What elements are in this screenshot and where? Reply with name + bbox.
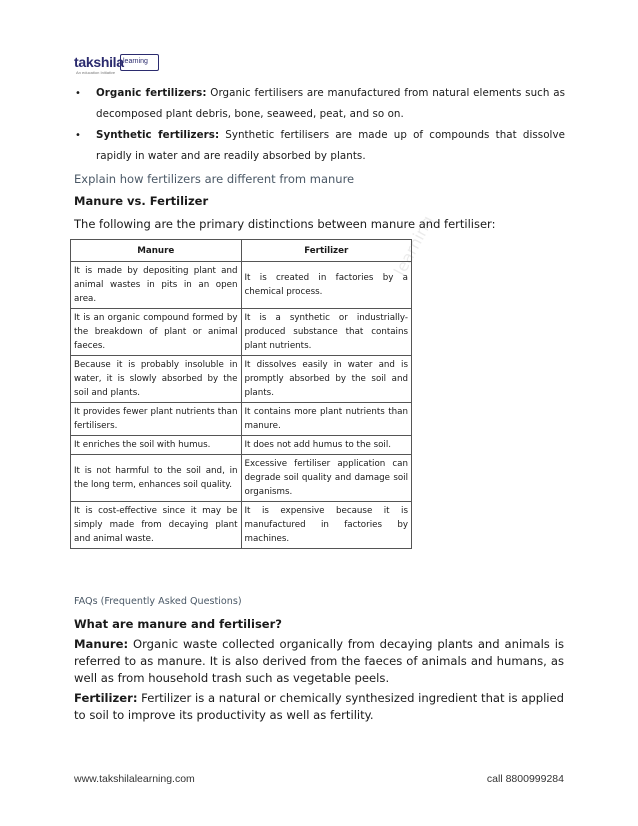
footer-website: www.takshilalearning.com (74, 773, 195, 785)
fertilizer-cell: It dissolves easily in water and is promptly absorbed by the soil and plants. (241, 356, 412, 403)
manure-answer (74, 636, 564, 687)
manure-cell: It enriches the soil with humus. (71, 436, 242, 455)
faq-question: What are manure and fertiliser? (74, 617, 282, 631)
watermark: learning (390, 212, 438, 279)
fertilizer-cell: It is created in factories by a chemical process. (241, 262, 412, 309)
comparison-table (70, 239, 412, 549)
header-fertilizer: Fertilizer (241, 240, 412, 262)
bullet-text: Synthetic fertilisers are made up of compounds that dissolve rapidly in water and are readily absorbed by plants. (96, 129, 565, 162)
logo-tagline: An education Initiative (76, 70, 116, 75)
manure-cell: It provides fewer plant nutrients than fertilisers. (71, 403, 242, 436)
manure-cell: Because it is probably insoluble in water, it is slowly absorbed by the soil and plants. (71, 356, 242, 403)
fertilizer-cell: Excessive fertiliser application can degrade soil quality and damage soil organisms. (241, 455, 412, 502)
bullet-icon: • (75, 88, 81, 99)
fertilizer-types-list (73, 83, 565, 167)
bullet-text: Organic fertilisers are manufactured from natural elements such as decomposed plant debris, bone, seaweed, peat, and so on. (96, 87, 565, 120)
header-manure: Manure (71, 240, 242, 262)
explain-heading: Explain how fertilizers are different from manure (74, 172, 355, 186)
logo-main-text: takshila (74, 54, 124, 70)
comparison-heading: Manure vs. Fertilizer (74, 194, 209, 208)
table-row (71, 356, 412, 403)
manure-cell: It is made by depositing plant and animal wastes in pits in an open area. (71, 262, 242, 309)
manure-cell: It is cost-effective since it may be simply made from decaying plant and animal waste. (71, 502, 242, 549)
manure-cell: It is an organic compound formed by the breakdown of plant or animal faeces. (71, 309, 242, 356)
bullet-term: Synthetic fertilizers: (96, 129, 220, 141)
table-row (71, 403, 412, 436)
bullet-term: Organic fertilizers: (96, 87, 207, 99)
table-header-row (71, 240, 412, 262)
list-item (73, 125, 565, 167)
table-row (71, 455, 412, 502)
table-row (71, 309, 412, 356)
takshila-logo (74, 50, 164, 80)
fertilizer-cell: It is a synthetic or industrially-produced substance that contains plant nutrients. (241, 309, 412, 356)
table-row (71, 502, 412, 549)
answer-term: Manure: (74, 637, 129, 651)
list-item (73, 83, 565, 125)
fertilizer-answer (74, 690, 564, 724)
answer-text: Fertilizer is a natural or chemically synthesized ingredient that is applied to soil to improve its productivity as well as fertility. (74, 691, 564, 722)
answer-term: Fertilizer: (74, 691, 138, 705)
table-row (71, 262, 412, 309)
fertilizer-cell: It is expensive because it is manufactured in factories by machines. (241, 502, 412, 549)
logo-sub-text: learning (123, 58, 148, 65)
table-row (71, 436, 412, 455)
bullet-icon: • (75, 130, 81, 141)
fertilizer-cell: It does not add humus to the soil. (241, 436, 412, 455)
intro-text: The following are the primary distinctions between manure and fertiliser: (74, 217, 496, 231)
faq-label: FAQs (Frequently Asked Questions) (74, 596, 242, 607)
fertilizer-cell: It contains more plant nutrients than manure. (241, 403, 412, 436)
footer-phone: call 8800999284 (486, 773, 564, 785)
answer-text: Organic waste collected organically from decaying plants and animals is referred to as manure. It is also derived from the faeces of animals and humans, as well as from household trash such as vegetable peels. (74, 637, 564, 685)
manure-cell: It is not harmful to the soil and, in the long term, enhances soil quality. (71, 455, 242, 502)
